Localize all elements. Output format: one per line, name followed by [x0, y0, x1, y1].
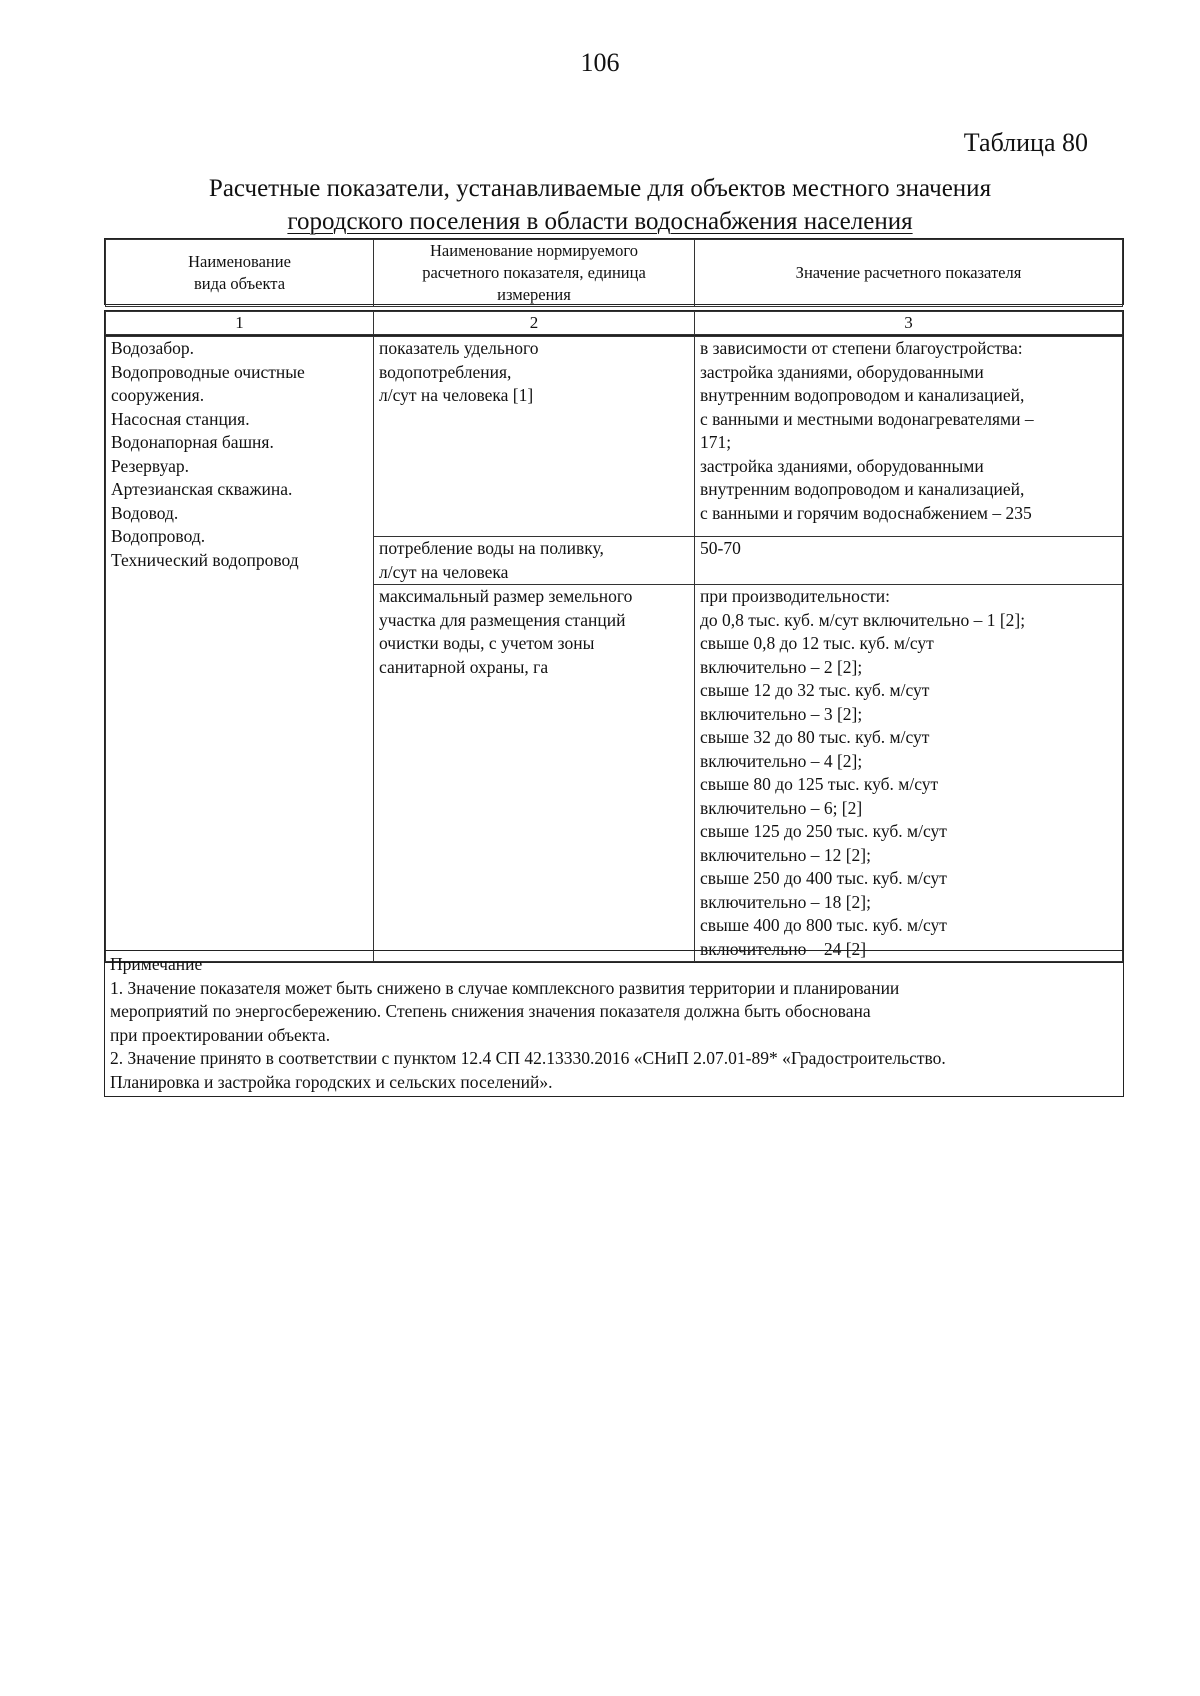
table-body [104, 335, 1124, 963]
table-title-line-1: Расчетные показатели, устанавливаемые для объектов местного значения [208, 175, 992, 202]
column-numbers-row [104, 310, 1124, 336]
table-note [104, 950, 1124, 1097]
page-number: 106 [580, 48, 620, 77]
indicator-cell: максимальный размер земельного участка для размещения станций очистки воды, с учетом зоны санитарной охраны, га [374, 585, 695, 962]
table-title [100, 172, 1100, 238]
column-number-2: 2 [374, 312, 695, 335]
header-value: Значение расчетного показателя [695, 240, 1123, 307]
note-item-1: 1. Значение показателя может быть снижено в случае комплексного развития территории и планировании мероприятий по энергосбережению. Степень снижения значения показателя должна быть обоснована при проектировании объекта. [110, 977, 900, 1045]
table-label: Таблица 80 [963, 128, 1088, 157]
table-row [106, 337, 1123, 537]
note-heading: Примечание [110, 954, 203, 974]
value-cell: 50-70 [695, 537, 1123, 585]
note-item-2: 2. Значение принято в соответствии с пунктом 12.4 СП 42.13330.2016 «СНиП 2.07.01-89* «Градостроительство. Планировка и застройка городских и сельских поселений». [110, 1048, 946, 1092]
object-types-cell: Водозабор. Водопроводные очистные сооружения. Насосная станция. Водонапорная башня. Резервуар. Артезианская скважина. Водовод. Водопровод. Технический водопровод [106, 337, 374, 962]
table-header [104, 238, 1124, 305]
value-cell: в зависимости от степени благоустройства: застройка зданиями, оборудованными внутренним водопроводом и канализацией, с ванными и местными водонагревателями – 171; застройка зданиями, оборудованными внутренним водопроводом и канализацией, с ванными и горячим водоснабжением – 235 [695, 337, 1123, 537]
column-number-1: 1 [106, 312, 374, 335]
indicator-cell: потребление воды на поливку, л/сут на человека [374, 537, 695, 585]
header-indicator: Наименование нормируемого расчетного показателя, единица измерения [374, 240, 695, 307]
column-number-3: 3 [695, 312, 1123, 335]
table-title-line-2: городского поселения в области водоснабжения населения [287, 208, 913, 235]
value-cell: при производительности: до 0,8 тыс. куб. м/сут включительно – 1 [2]; свыше 0,8 до 12 тыс. куб. м/сут включительно – 2 [2]; свыше 12 до 32 тыс. куб. м/сут включительно – 3 [2]; свыше 32 до 80 тыс. куб. м/сут включительно – 4 [2]; свыше 80 до 125 тыс. куб. м/сут включительно – 6; [2] свыше 125 до 250 тыс. куб. м/сут включительно – 12 [2]; свыше 250 до 400 тыс. куб. м/сут включительно – 18 [2]; свыше 400 до 800 тыс. куб. м/сут включительно – 24 [2] [695, 585, 1123, 962]
header-object-type: Наименование вида объекта [106, 240, 374, 307]
indicator-cell: показатель удельного водопотребления, л/сут на человека [1] [374, 337, 695, 537]
